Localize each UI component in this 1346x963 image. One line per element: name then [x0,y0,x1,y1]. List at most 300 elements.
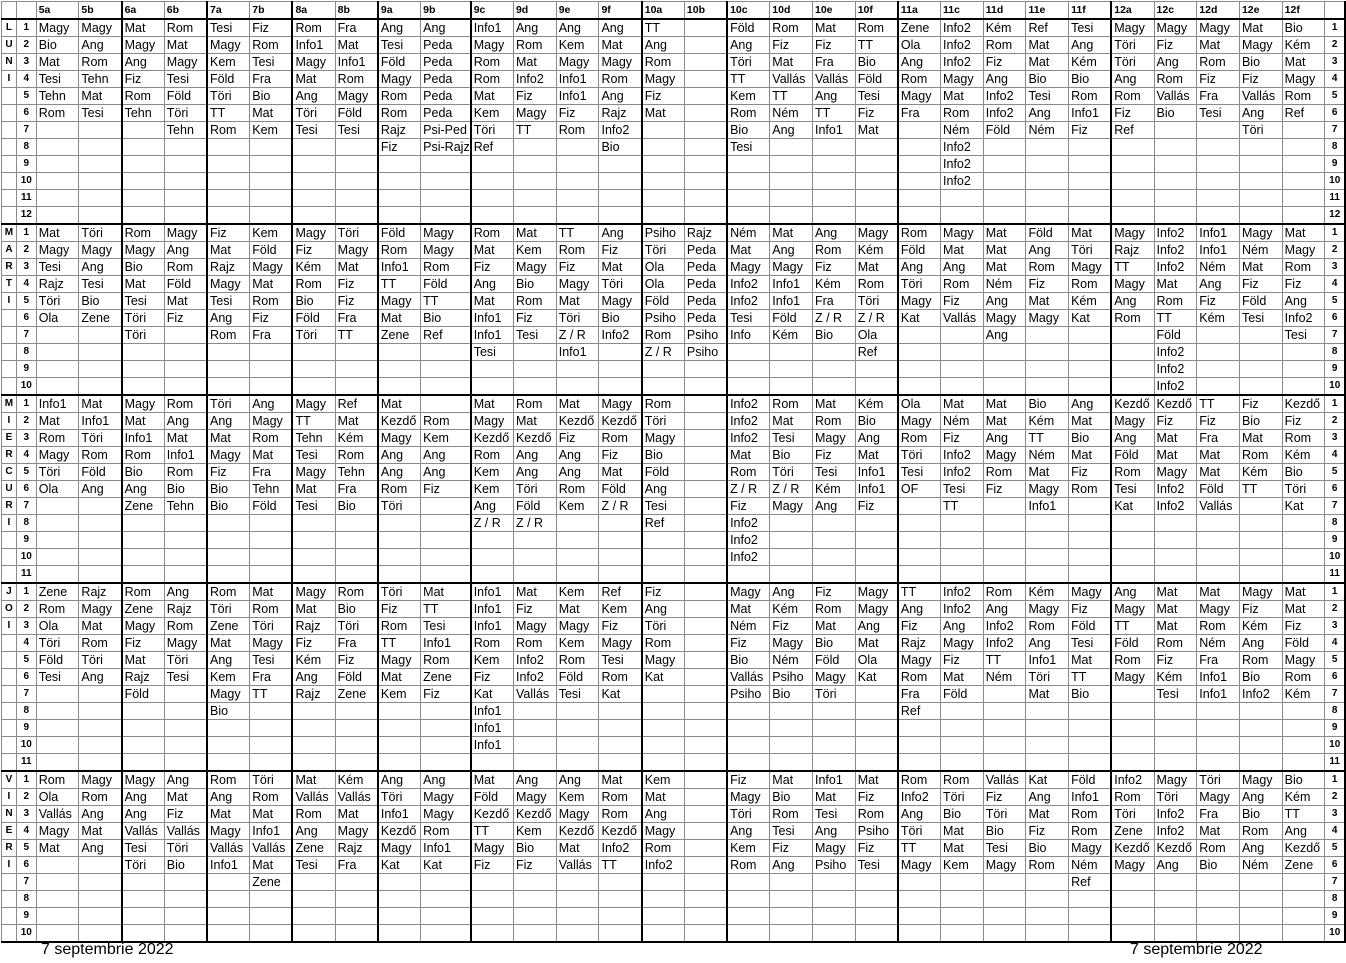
subject-cell: Rom [1282,669,1325,686]
subject-cell: Magy [122,242,165,259]
subject-cell [599,361,642,378]
period-number-right: 10 [1325,549,1345,566]
subject-cell: Rom [1026,618,1069,635]
subject-cell: Psiho [813,857,856,874]
subject-cell: Ang [1026,789,1069,806]
subject-cell: Ang [513,19,556,37]
subject-cell: Töri [727,806,770,823]
subject-cell: Ang [122,806,165,823]
subject-cell [1197,207,1240,225]
class-header: 12f [1282,2,1325,20]
subject-cell: Kém [1069,293,1112,310]
subject-cell [292,190,335,207]
subject-cell: Info1 [770,276,813,293]
subject-cell: Psi-Rajz [421,139,471,156]
subject-cell: Ném [1026,122,1069,139]
subject-cell: Fiz [1239,395,1282,413]
subject-cell: Mat [599,37,642,54]
subject-cell: Ang [421,447,471,464]
subject-cell: Fiz [727,635,770,652]
subject-cell: Tehn [164,122,207,139]
subject-cell: Rom [207,771,250,789]
subject-cell: Info2 [1154,806,1197,823]
subject-cell [983,344,1026,361]
subject-cell: TT [1282,806,1325,823]
subject-cell [813,190,856,207]
subject-cell [164,378,207,396]
subject-cell [599,737,642,754]
subject-cell [164,173,207,190]
day-letter: R [2,259,17,276]
subject-cell: Magy [471,37,514,54]
subject-cell: Rom [471,54,514,71]
subject-cell [122,361,165,378]
subject-cell: Rom [164,395,207,413]
subject-cell: Info2 [727,276,770,293]
subject-cell: Fiz [513,601,556,618]
subject-cell: Ang [421,19,471,37]
day-letter: O [2,601,17,618]
subject-cell: Mat [1197,447,1240,464]
table-row [2,88,1346,105]
subject-cell [727,361,770,378]
subject-cell: Tesi [36,259,79,276]
subject-cell: Kezdő [513,430,556,447]
subject-cell: Fra [1197,88,1240,105]
subject-cell [1239,720,1282,737]
subject-cell [855,908,898,925]
class-header: 10d [770,2,813,20]
subject-cell: Ang [898,54,941,71]
subject-cell: Rom [471,635,514,652]
subject-cell [727,190,770,207]
subject-cell [684,806,727,823]
subject-cell [1026,156,1069,173]
subject-cell [1069,703,1112,720]
subject-cell: Magy [164,224,207,242]
subject-cell: Rom [941,276,984,293]
subject-cell: Bio [1239,806,1282,823]
subject-cell: Mat [1026,37,1069,54]
day-letter: I [2,789,17,806]
subject-cell [813,344,856,361]
subject-cell: Mat [164,789,207,806]
subject-cell: Info1 [335,54,378,71]
subject-cell [421,720,471,737]
subject-cell [727,908,770,925]
class-header: 10c [727,2,770,20]
subject-cell: Mat [250,857,293,874]
subject-cell [513,378,556,396]
subject-cell: Föld [250,498,293,515]
subject-cell: Föld [1069,618,1112,635]
subject-cell: Kem [727,88,770,105]
subject-cell: Mat [378,310,421,327]
subject-cell: Magy [599,54,642,71]
subject-cell: Rom [1154,71,1197,88]
class-header: 9e [556,2,599,20]
subject-cell: Fiz [513,857,556,874]
period-number-right: 1 [1325,395,1345,413]
subject-cell: TT [513,122,556,139]
subject-cell: Mat [941,669,984,686]
period-number: 4 [16,447,36,464]
subject-cell: Ola [642,259,685,276]
subject-cell: Info1 [471,310,514,327]
subject-cell: Peda [421,54,471,71]
subject-cell: Magy [292,583,335,601]
subject-cell [471,361,514,378]
subject-cell [1111,737,1154,754]
subject-cell [556,139,599,156]
subject-cell: Mat [855,635,898,652]
subject-cell [556,361,599,378]
subject-cell [292,566,335,584]
subject-cell: Rom [727,464,770,481]
table-row [2,669,1346,686]
subject-cell [983,566,1026,584]
subject-cell: TT [727,71,770,88]
subject-cell: Bio [513,840,556,857]
subject-cell: Info1 [378,806,421,823]
subject-cell: Mat [79,395,122,413]
subject-cell [513,173,556,190]
subject-cell: Rom [471,71,514,88]
subject-cell [1197,344,1240,361]
subject-cell [642,532,685,549]
subject-cell: Kém [770,601,813,618]
subject-cell [36,361,79,378]
table-row [2,139,1346,156]
subject-cell: Kezdő [513,806,556,823]
subject-cell: Fiz [770,37,813,54]
subject-cell: Ang [1239,635,1282,652]
subject-cell [292,925,335,943]
table-row [2,618,1346,635]
subject-cell [1239,498,1282,515]
subject-cell: Töri [122,857,165,874]
subject-cell [207,737,250,754]
subject-cell: Fra [898,686,941,703]
subject-cell: Z / R [727,481,770,498]
subject-cell [1282,908,1325,925]
subject-cell: Info1 [556,344,599,361]
class-header: 7b [250,2,293,20]
subject-cell: Bio [207,703,250,720]
subject-cell: Tesi [1239,310,1282,327]
subject-cell: Ref [335,395,378,413]
day-letter: I [2,293,17,310]
subject-cell: Zene [335,686,378,703]
subject-cell: Kem [471,481,514,498]
subject-cell: Magy [642,71,685,88]
subject-cell: Fiz [292,635,335,652]
subject-cell [292,378,335,396]
subject-cell: Mat [36,54,79,71]
subject-cell: Kezdő [1111,395,1154,413]
subject-cell [513,207,556,225]
subject-cell [556,515,599,532]
subject-cell [1282,122,1325,139]
subject-cell: Zene [79,310,122,327]
day-letter: C [2,464,17,481]
subject-cell: Töri [642,413,685,430]
subject-cell: Magy [1069,583,1112,601]
subject-cell [1239,156,1282,173]
subject-cell: Mat [599,259,642,276]
subject-cell [335,754,378,772]
subject-cell: Föld [813,652,856,669]
subject-cell: Tesi [471,344,514,361]
subject-cell: TT [898,583,941,601]
subject-cell: Fiz [556,259,599,276]
table-row [2,925,1346,943]
subject-cell [1154,207,1197,225]
subject-cell: Kem [250,224,293,242]
subject-cell: Magy [1111,669,1154,686]
subject-cell [941,361,984,378]
subject-cell: Info1 [1197,224,1240,242]
subject-cell: Magy [898,293,941,310]
subject-cell: Magy [599,635,642,652]
subject-cell [250,891,293,908]
subject-cell: Kat [898,310,941,327]
subject-cell [1111,891,1154,908]
subject-cell: Bio [813,327,856,344]
subject-cell: Fiz [122,635,165,652]
subject-cell: Töri [642,618,685,635]
subject-cell: Mat [642,789,685,806]
subject-cell: Ang [122,789,165,806]
table-row [2,583,1346,601]
subject-cell: Kezdő [1282,840,1325,857]
subject-cell: OF [898,481,941,498]
subject-cell: Magy [556,54,599,71]
subject-cell [79,874,122,891]
subject-cell: Fiz [1239,71,1282,88]
subject-cell: Mat [250,447,293,464]
subject-cell [250,532,293,549]
subject-cell [941,566,984,584]
subject-cell [1154,874,1197,891]
subject-cell [1239,891,1282,908]
subject-cell [684,395,727,413]
subject-cell: Mat [1154,601,1197,618]
subject-cell: Fra [1197,430,1240,447]
subject-cell: Ang [983,327,1026,344]
subject-cell [556,703,599,720]
period-number: 1 [16,395,36,413]
period-number-right: 10 [1325,378,1345,396]
subject-cell: Rom [1111,652,1154,669]
table-row [2,413,1346,430]
subject-cell: Rom [770,395,813,413]
subject-cell: Mat [471,242,514,259]
subject-cell: Magy [1282,71,1325,88]
subject-cell: Mat [1069,224,1112,242]
subject-cell [941,532,984,549]
period-number-right: 6 [1325,481,1345,498]
subject-cell [898,908,941,925]
subject-cell: Töri [513,481,556,498]
subject-cell: Ang [79,806,122,823]
subject-cell: Magy [421,789,471,806]
subject-cell: Töri [941,789,984,806]
subject-cell: Ola [855,652,898,669]
subject-cell: Bio [770,447,813,464]
subject-cell: Z / R [471,515,514,532]
subject-cell: Fiz [471,259,514,276]
subject-cell: Zene [1282,857,1325,874]
subject-cell [684,88,727,105]
subject-cell [79,737,122,754]
subject-cell: Rom [378,105,421,122]
subject-cell: Ref [599,583,642,601]
subject-cell: Ném [1069,857,1112,874]
subject-cell: Info1 [207,857,250,874]
subject-cell [207,720,250,737]
table-row [2,840,1346,857]
class-header: 6b [164,2,207,20]
subject-cell [983,156,1026,173]
subject-cell: Bio [770,686,813,703]
period-number-right: 9 [1325,720,1345,737]
subject-cell: Ang [1111,293,1154,310]
subject-cell: Fiz [599,618,642,635]
subject-cell [684,925,727,943]
table-row [2,908,1346,925]
subject-cell [898,925,941,943]
day-letter [2,549,17,566]
subject-cell [1069,327,1112,344]
subject-cell: Magy [79,771,122,789]
subject-cell: Rajz [684,224,727,242]
day-letter: E [2,430,17,447]
period-number: 4 [16,823,36,840]
subject-cell: Info2 [983,88,1026,105]
subject-cell [421,703,471,720]
subject-cell [36,857,79,874]
subject-cell: Mat [1026,686,1069,703]
subject-cell [983,549,1026,566]
period-number: 5 [16,652,36,669]
subject-cell [684,840,727,857]
subject-cell [1154,566,1197,584]
period-number-right: 8 [1325,139,1345,156]
subject-cell: Föld [770,310,813,327]
table-row [2,361,1346,378]
subject-cell: Tesi [556,686,599,703]
subject-cell: Ang [122,54,165,71]
subject-cell [727,378,770,396]
subject-cell [684,618,727,635]
subject-cell: Kem [941,857,984,874]
subject-cell: Ang [813,224,856,242]
subject-cell [727,566,770,584]
subject-cell: Mat [813,789,856,806]
period-number: 9 [16,532,36,549]
subject-cell [36,908,79,925]
subject-cell [421,498,471,515]
subject-cell: Magy [1154,771,1197,789]
subject-cell: Ola [855,327,898,344]
subject-cell: Bio [1282,771,1325,789]
subject-cell [36,515,79,532]
subject-cell: Mat [250,583,293,601]
subject-cell [292,515,335,532]
subject-cell: Mat [335,413,378,430]
subject-cell [207,891,250,908]
subject-cell: Fiz [727,498,770,515]
subject-cell [1069,515,1112,532]
subject-cell [684,498,727,515]
subject-cell: Tesi [770,823,813,840]
subject-cell [378,703,421,720]
subject-cell: Fiz [421,481,471,498]
period-number: 5 [16,293,36,310]
subject-cell: Z / R [642,344,685,361]
subject-cell [556,925,599,943]
table-row [2,310,1346,327]
subject-cell: Ang [855,430,898,447]
table-row [2,37,1346,54]
subject-cell [421,566,471,584]
subject-cell: Fiz [378,601,421,618]
subject-cell: Fiz [898,618,941,635]
subject-cell: Bio [207,481,250,498]
subject-cell [207,549,250,566]
subject-cell: Kem [207,669,250,686]
subject-cell: Ola [36,789,79,806]
subject-cell [855,891,898,908]
table-row [2,686,1346,703]
corner-cell [16,2,36,20]
subject-cell: Fiz [335,276,378,293]
subject-cell [378,891,421,908]
day-letter: E [2,823,17,840]
subject-cell: Föld [855,71,898,88]
subject-cell: Kezdő [471,430,514,447]
subject-cell: Mat [813,618,856,635]
subject-cell: Magy [898,857,941,874]
subject-cell [1111,190,1154,207]
subject-cell: Rom [898,430,941,447]
subject-cell [1026,737,1069,754]
table-row [2,105,1346,122]
subject-cell: Ang [556,19,599,37]
subject-cell: Kat [1069,310,1112,327]
subject-cell: Ang [770,122,813,139]
subject-cell: Ang [599,224,642,242]
subject-cell: Rom [642,635,685,652]
subject-cell: Kém [1282,447,1325,464]
subject-cell: Bio [335,601,378,618]
subject-cell: Zene [207,618,250,635]
class-header: 6a [122,2,165,20]
subject-cell: Kat [642,669,685,686]
subject-cell [1154,139,1197,156]
subject-cell [684,71,727,88]
subject-cell: Info2 [727,515,770,532]
period-number-right: 1 [1325,19,1345,37]
subject-cell [122,703,165,720]
subject-cell [1282,156,1325,173]
subject-cell: Föld [207,71,250,88]
subject-cell [122,925,165,943]
subject-cell: Magy [207,276,250,293]
subject-cell [471,190,514,207]
subject-cell [79,549,122,566]
